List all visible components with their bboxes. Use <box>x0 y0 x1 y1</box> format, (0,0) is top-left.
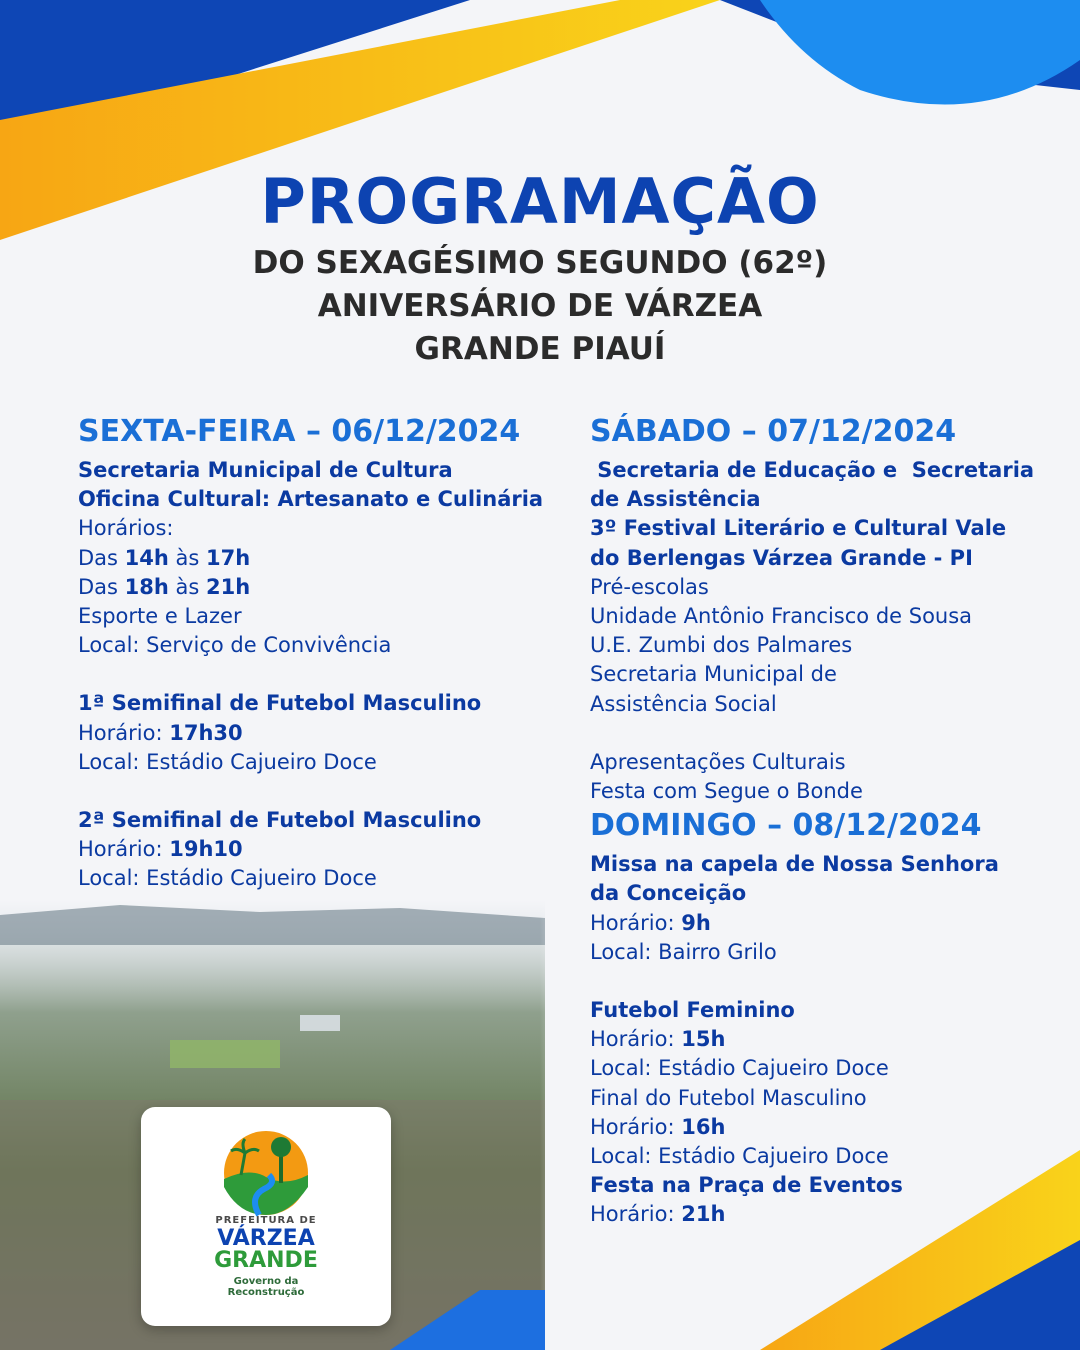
slot-mid: às <box>168 574 207 599</box>
slot-end: 17h <box>206 545 251 570</box>
page-subtitle <box>0 242 1080 371</box>
friday-column <box>78 412 558 894</box>
saturday-festival-cont: do Berlengas Várzea Grande - PI <box>590 545 973 570</box>
final-venue: Local: Estádio Cajueiro Doce <box>590 1144 889 1169</box>
mass-title: Missa na capela de Nossa Senhora <box>590 852 999 877</box>
time-value: 16h <box>681 1114 726 1139</box>
logo-tagline-line: Governo da <box>233 1276 299 1287</box>
semifinal-1-venue: Local: Estádio Cajueiro Doce <box>78 749 377 774</box>
slot-prefix: Das <box>78 574 125 599</box>
saturday-extra: Apresentações Culturais <box>590 749 846 774</box>
women-football-title: Futebol Feminino <box>590 998 795 1023</box>
time-label: Horário: <box>590 910 682 935</box>
subtitle-line: DO SEXAGÉSIMO SEGUNDO (62º) <box>252 245 828 281</box>
saturday-item: Assistência Social <box>590 691 777 716</box>
logo-tagline-line: Reconstrução <box>227 1287 305 1298</box>
time-label: Horário: <box>590 1027 682 1052</box>
party-title: Festa na Praça de Eventos <box>590 1173 903 1198</box>
final-title: Final do Futebol Masculino <box>590 1085 867 1110</box>
slot-mid: às <box>168 545 207 570</box>
saturday-heading: SÁBADO – 07/12/2024 <box>590 414 957 449</box>
subtitle-line: ANIVERSÁRIO DE VÁRZEA <box>317 288 763 324</box>
saturday-item: Unidade Antônio Francisco de Sousa <box>590 604 973 629</box>
sunday-heading: DOMINGO – 08/12/2024 <box>590 808 982 844</box>
women-football-time <box>590 1025 1060 1054</box>
semifinal-2-title: 2ª Semifinal de Futebol Masculino <box>78 808 482 833</box>
saturday-item: U.E. Zumbi dos Palmares <box>590 633 853 658</box>
semifinal-2-time <box>78 835 558 864</box>
friday-hours-label: Horários: <box>78 516 174 541</box>
saturday-extra: Festa com Segue o Bonde <box>590 779 863 804</box>
friday-heading: SEXTA-FEIRA – 06/12/2024 <box>78 414 521 449</box>
subtitle-line: GRANDE PIAUÍ <box>414 331 666 367</box>
time-label: Horário: <box>590 1202 682 1227</box>
slot-prefix: Das <box>78 545 125 570</box>
mass-time <box>590 909 1060 938</box>
semifinal-2-venue: Local: Estádio Cajueiro Doce <box>78 866 377 891</box>
city-logo-card <box>141 1107 391 1326</box>
slot-start: 14h <box>124 545 169 570</box>
logo-tagline <box>141 1276 391 1298</box>
friday-slot-1 <box>78 544 558 573</box>
semifinal-1-time <box>78 719 558 748</box>
time-value: 19h10 <box>169 837 243 862</box>
friday-slot-2 <box>78 573 558 602</box>
friday-org: Secretaria Municipal de Cultura <box>78 458 453 482</box>
weekend-column <box>590 412 1060 1230</box>
saturday-festival: 3º Festival Literário e Cultural Vale <box>590 516 1007 541</box>
time-label: Horário: <box>590 1114 682 1139</box>
time-label: Horário: <box>78 720 170 745</box>
saturday-org: Secretaria de Educação e Secretaria <box>590 458 1035 482</box>
saturday-item: Secretaria Municipal de <box>590 662 837 687</box>
city-emblem-icon <box>219 1127 313 1217</box>
slot-start: 18h <box>124 574 169 599</box>
logo-line-1: PREFEITURA DE <box>215 1215 317 1226</box>
time-value: 9h <box>681 910 711 935</box>
friday-venue: Local: Serviço de Convivência <box>78 633 392 658</box>
friday-workshop: Oficina Cultural: Artesanato e Culinária <box>78 487 544 512</box>
time-label: Horário: <box>78 837 170 862</box>
party-time <box>590 1200 1060 1229</box>
semifinal-1-title: 1ª Semifinal de Futebol Masculino <box>78 691 482 716</box>
header <box>0 166 1080 371</box>
mass-venue: Local: Bairro Grilo <box>590 939 777 964</box>
time-value: 21h <box>681 1202 726 1227</box>
logo-line-2: VÁRZEA <box>217 1226 315 1251</box>
final-time <box>590 1113 1060 1142</box>
friday-sport: Esporte e Lazer <box>78 604 242 629</box>
saturday-item: Pré-escolas <box>590 574 709 599</box>
page-title: PROGRAMAÇÃO <box>260 165 820 238</box>
women-football-venue: Local: Estádio Cajueiro Doce <box>590 1056 889 1081</box>
saturday-org-cont: de Assistência <box>590 487 761 512</box>
time-value: 15h <box>681 1027 726 1052</box>
mass-title-cont: da Conceição <box>590 881 747 906</box>
slot-end: 21h <box>206 574 251 599</box>
time-value: 17h30 <box>169 720 243 745</box>
logo-line-3: GRANDE <box>214 1248 318 1273</box>
